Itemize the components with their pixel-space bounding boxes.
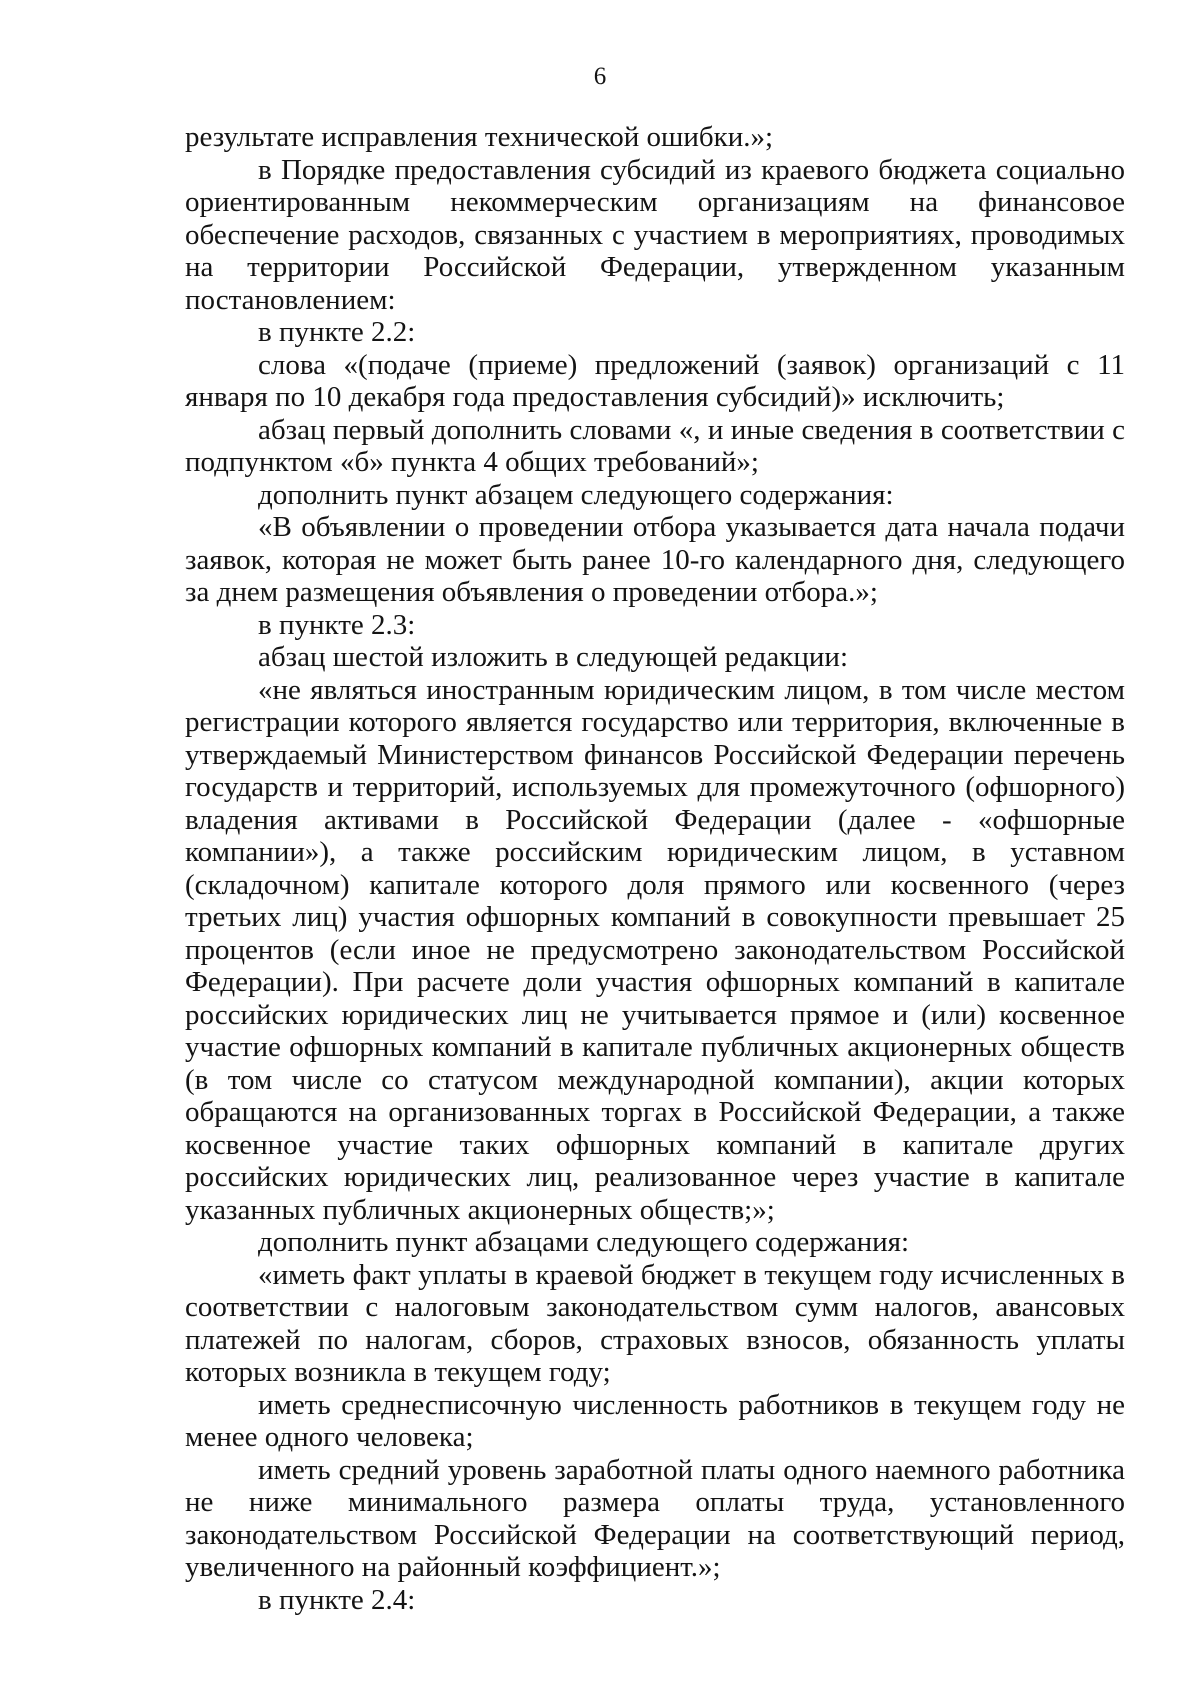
paragraph: в пункте 2.2: (258, 316, 416, 348)
paragraph: «В объявлении о проведении отбора указывается дата начала подачи заявок, которая не может быть ранее 10-го календарного дня, следующего за днем размещения объявления о проведении отбора.»; (185, 511, 1125, 608)
paragraph: абзац шестой изложить в следующей редакции: (258, 641, 848, 673)
paragraph: иметь средний уровень заработной платы одного наемного работника не ниже минимального размера оплаты труда, установленного законодательством Российской Федерации на соответствующий период, увеличенного на районный коэффициент.»; (185, 1453, 1125, 1583)
paragraph: в пункте 2.3: (258, 608, 416, 641)
paragraph: в пункте 2.4: (258, 1583, 416, 1616)
paragraph: абзац первый дополнить словами «, и иные сведения в соответствии с подпунктом «б» пункта 4 общих требований»; (185, 413, 1125, 478)
document-body (185, 121, 1125, 1616)
page-number: 6 (593, 63, 607, 90)
paragraph: иметь среднесписочную численность работников в текущем году не менее одного человека; (185, 1388, 1125, 1453)
paragraph: «не являться иностранным юридическим лицом, в том числе местом регистрации которого является государство или территория, включенные в утверждаемый Министерством финансов Российской Федерации перечень государств и территорий, используемых для промежуточного (офшорного) владения активами в Российской Федерации (далее - «офшорные компании»), а также российским юридическим лицом, в уставном (складочном) капитале которого доля прямого или косвенного (через третьих лиц) участия офшорных компаний в совокупности превышает 25 процентов (если иное не предусмотрено законодательством Российской Федерации). При расчете доли участия офшорных компаний в капитале российских юридических лиц не учитывается прямое и (или) косвенное участие офшорных компаний в капитале публичных акционерных обществ (в том числе со статусом международной компании), акции которых обращаются на организованных торгах в Российской Федерации, а также косвенное участие таких офшорных компаний в капитале других российских юридических лиц, реализованное через участие в капитале указанных публичных акционерных обществ;»; (185, 673, 1125, 1226)
paragraph: дополнить пункт абзацем следующего содержания: (258, 478, 894, 511)
paragraph: в Порядке предоставления субсидий из краевого бюджета социально ориентированным некоммерческим организациям на финансовое обеспечение расходов, связанных с участием в мероприятиях, проводимых на территории Российской Федерации, утвержденном указанным постановлением: (185, 153, 1125, 316)
paragraph: «иметь факт уплаты в краевой бюджет в текущем году исчисленных в соответствии с налоговым законодательством сумм налогов, авансовых платежей по налогам, сборов, страховых взносов, обязанность уплаты которых возникла в текущем году; (185, 1258, 1125, 1388)
paragraph-continuation: результате исправления технической ошибки.»; (185, 121, 774, 153)
paragraph: дополнить пункт абзацами следующего содержания: (258, 1226, 910, 1258)
paragraph: слова «(подаче (приеме) предложений (заявок) организаций с 11 января по 10 декабря года предоставления субсидий)» исключить; (185, 348, 1125, 413)
